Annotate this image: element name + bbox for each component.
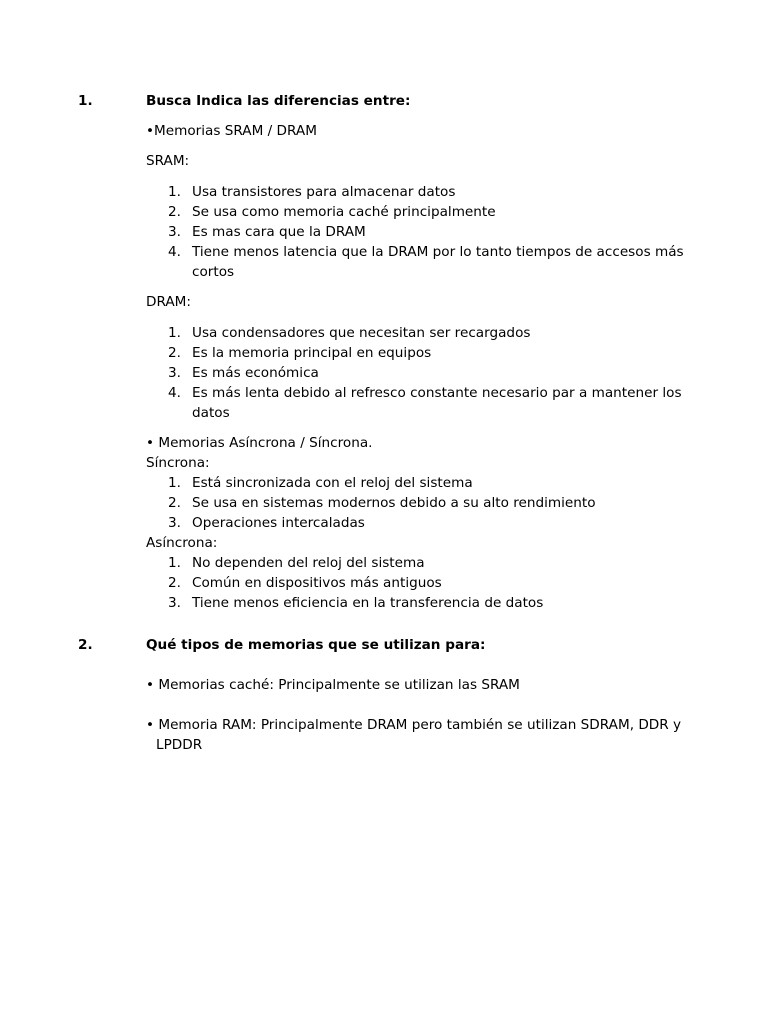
list-item	[146, 573, 721, 593]
list-item	[146, 513, 721, 533]
list-item-text: Operaciones intercaladas	[192, 515, 365, 531]
list-item-text: Está sincronizada con el reloj del sistema	[192, 475, 473, 491]
list-number: 3.	[168, 595, 181, 611]
list-item	[146, 553, 721, 573]
list-item-text: Común en dispositivos más antiguos	[192, 575, 442, 591]
list-number: 1.	[168, 475, 181, 491]
list-number: 2.	[168, 495, 181, 511]
list-item	[146, 493, 721, 513]
sincrona-label: Síncrona:	[146, 455, 210, 471]
sram-label: SRAM:	[146, 153, 190, 169]
list-number: 3.	[168, 515, 181, 531]
list-item-text: Tiene menos latencia que la DRAM por lo tanto tiempos de accesos más cortos	[192, 244, 684, 280]
list-item	[146, 202, 721, 222]
answer-cache: • Memorias caché: Principalmente se utilizan las SRAM	[146, 677, 520, 693]
list-item-text: Es mas cara que la DRAM	[192, 224, 366, 240]
dram-list	[146, 323, 721, 423]
list-item-text: Se usa en sistemas modernos debido a su alto rendimiento	[192, 495, 596, 511]
list-number: 4.	[168, 244, 181, 260]
asincrona-list	[146, 553, 721, 613]
list-number: 2.	[168, 575, 181, 591]
list-number: 1.	[168, 325, 181, 341]
list-item-text: Se usa como memoria caché principalmente	[192, 204, 496, 220]
list-item-text: Tiene menos eficiencia en la transferencia de datos	[192, 595, 544, 611]
answer-ram: • Memoria RAM: Principalmente DRAM pero también se utilizan SDRAM, DDR y LPDDR	[146, 717, 682, 753]
list-item	[146, 473, 721, 493]
list-number: 2.	[168, 345, 181, 361]
question-1-title: Busca Indica las diferencias entre:	[146, 93, 411, 109]
list-item	[146, 343, 721, 363]
list-item	[146, 363, 721, 383]
list-item	[146, 222, 721, 242]
sincrona-list	[146, 473, 721, 533]
question-1-number: 1.	[78, 93, 93, 109]
list-number: 4.	[168, 385, 181, 401]
question-2-title: Qué tipos de memorias que se utilizan para:	[146, 637, 486, 653]
list-number: 1.	[168, 184, 181, 200]
asincrona-label: Asíncrona:	[146, 535, 218, 551]
list-item-text: Es la memoria principal en equipos	[192, 345, 432, 361]
list-item	[146, 383, 721, 423]
list-item	[146, 182, 721, 202]
dram-label: DRAM:	[146, 294, 191, 310]
list-item-text: Usa transistores para almacenar datos	[192, 184, 456, 200]
list-number: 1.	[168, 555, 181, 571]
list-number: 3.	[168, 224, 181, 240]
list-item-text: No dependen del reloj del sistema	[192, 555, 425, 571]
async-sync-heading: • Memorias Asíncrona / Síncrona.	[146, 435, 373, 451]
list-number: 2.	[168, 204, 181, 220]
question-2-number: 2.	[78, 637, 93, 653]
sram-list	[146, 182, 721, 282]
list-item-text: Usa condensadores que necesitan ser recargados	[192, 325, 531, 341]
list-number: 3.	[168, 365, 181, 381]
list-item	[146, 323, 721, 343]
list-item	[146, 593, 721, 613]
list-item-text: Es más económica	[192, 365, 319, 381]
sram-dram-heading: •Memorias SRAM / DRAM	[146, 123, 317, 139]
list-item	[146, 242, 721, 282]
list-item-text: Es más lenta debido al refresco constante necesario par a mantener los datos	[192, 385, 682, 421]
